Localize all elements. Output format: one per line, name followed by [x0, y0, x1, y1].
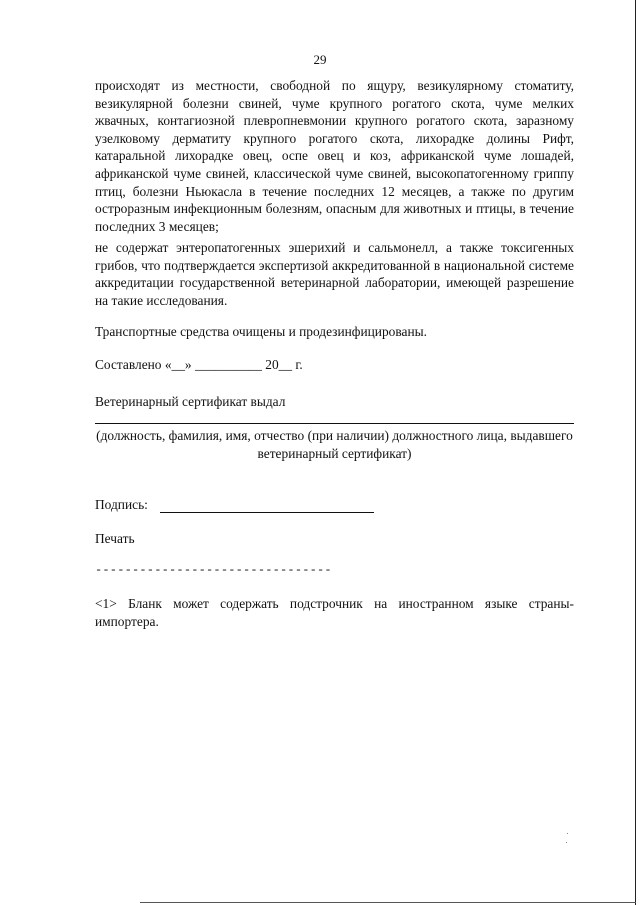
compiled-date-line: Составлено «__» __________ 20__ г. [95, 357, 303, 372]
page-number: 29 [313, 52, 327, 67]
issued-by-caption: (должность, фамилия, имя, отчество (при наличии) должностного лица, выдавшего ветеринарный сертификат) [96, 428, 573, 461]
footnote-separator: -------------------------------- [95, 563, 332, 577]
signature-underline [160, 512, 374, 513]
scan-speck [567, 833, 568, 834]
footnote-text: <1> Бланк может содержать подстрочник на иностранном языке страны-импортера. [95, 596, 574, 629]
paragraph-pathogens: не содержат энтеропатогенных эшерихий и сальмонелл, а также токсигенных грибов, что подтверждается экспертизой аккредитованной в национальной системе аккредитации государственной ветеринарной лаборатории, имеющей разрешение на такие исследования. [95, 240, 574, 308]
paragraph-transport: Транспортные средства очищены и продезинфицированы. [95, 324, 427, 339]
scan-speck [566, 842, 567, 843]
page-edge-bottom [140, 902, 636, 903]
signature-label: Подпись: [95, 497, 148, 512]
page-edge-right [635, 0, 636, 905]
issued-by-underline [95, 423, 574, 424]
paragraph-disease-freedom: происходят из местности, свободной по ящуру, везикулярному стоматиту, везикулярной болезни свиней, чуме крупного рогатого скота, чуме мелких жвачных, контагиозной плевропневмонии крупного рогатого скота, заразному узелковому дерматиту крупного рогатого скота, лихорадке долины Рифт, катаральной лихорадке овец, оспе овец и коз, африканской чуме лошадей, африканской чуме свиней, классической чуме свиней, высокопатогенному гриппу птиц, болезни Ньюкасла в течение последних 12 месяцев, а также по другим остроразным инфекционным болезням, опасным для животных и птицы, в течение последних 3 месяцев; [95, 78, 574, 234]
issued-by-label: Ветеринарный сертификат выдал [95, 394, 286, 409]
stamp-label: Печать [95, 531, 135, 546]
